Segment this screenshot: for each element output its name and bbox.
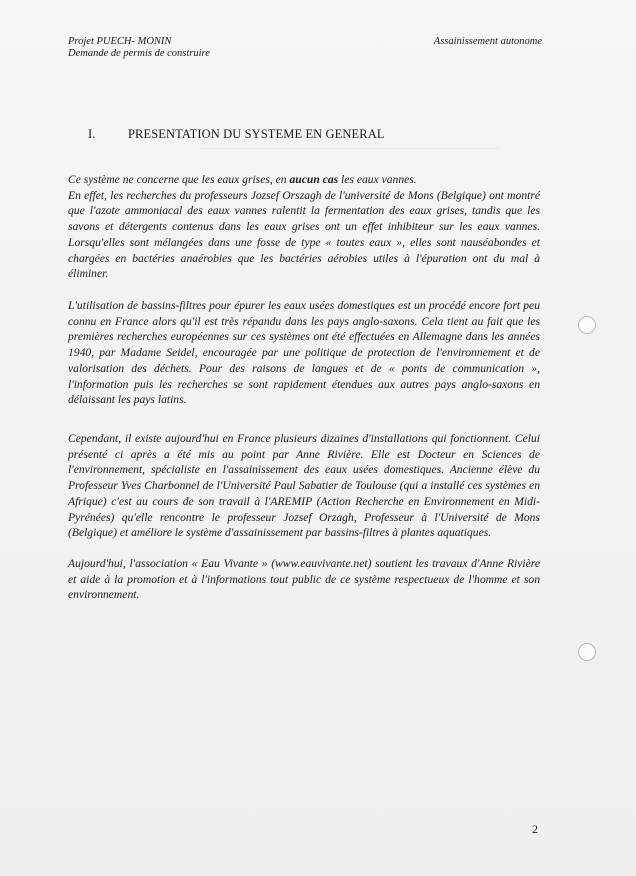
show-through-shadow: [200, 148, 500, 161]
p1-intro-end: les eaux vannes.: [338, 173, 417, 186]
paragraph-eaux-grises: [68, 172, 540, 282]
punch-hole-icon: [578, 643, 596, 661]
header-project-subtitle: Demande de permis de construire: [68, 48, 210, 59]
p1-intro: Ce système ne concerne que les eaux grises, en: [68, 173, 290, 186]
section-heading: [88, 127, 385, 142]
p1-body: En effet, les recherches du professeurs Jozsef Orszagh de l'université de Mons (Belgique) ont montré que l'azote ammoniacal des eaux vannes ralentit la fermentation des eaux grises, tandis que les savons et détergents contenus dans les eaux grises ont un effet inhibiteur sur les eaux vannes. Lorsqu'elles sont mélangées dans une fosse de type « toutes eaux », elles sont nauséabondes et chargées en bactéries anaérobies que les bactéries aérobies utiles à l'épuration ont du mal à éliminer.: [68, 188, 540, 281]
header-topic: Assainissement autonome: [433, 36, 542, 47]
section-number: I.: [88, 127, 96, 141]
header-project: [68, 36, 210, 60]
header-project-name: Projet PUECH- MONIN: [68, 36, 172, 47]
paragraph-bassins-filtres: L'utilisation de bassins-filtres pour épurer les eaux usées domestiques est un procédé encore fort peu connu en France alors qu'il est très répandu dans les pays anglo-saxons. Cela tient au fait que les premières recherches européennes sur ces systèmes ont été effectuées en Allemagne dans les années 1940, par Madame Seidel, encouragée par une politique de protection de l'environnement et de valorisation des déchets. Pour des raisons de langues et de « ponts de communication », l'information puis les recherches se sont rapidement étendues aux autres pays anglo-saxons en délaissant les pays latins.: [68, 299, 540, 407]
paragraph-installations: Cependant, il existe aujourd'hui en France plusieurs dizaines d'installations qui fonctionnent. Celui présenté ci après a été mis au point par Anne Rivière. Elle est Docteur en Sciences de l'environnement, spécialiste en l'assainissement des eaux usées domestiques. Ancienne élève du Professeur Yves Charbonnel de l'Université Paul Sabatier de Toulouse (qui a installé ces systèmes en Afrique) c'est au cours de son travail à l'AREMIP (Action Recherche en Environnement en Midi-Pyrénées) qu'elle rencontre le professeur Jozsef Orzagh, Professeur à l'Université de Mons (Belgique) et améliore le système d'assainissement par bassins-filtres à plantes aquatiques.: [68, 432, 540, 540]
p1-emphasis: aucun cas: [289, 173, 339, 186]
punch-hole-icon: [578, 316, 596, 334]
page-number: 2: [532, 822, 538, 836]
section-title: PRESENTATION DU SYSTEME EN GENERAL: [128, 127, 385, 141]
paragraph-eau-vivante: Aujourd'hui, l'association « Eau Vivante » (www.eauvivante.net) soutient les travaux d'Anne Rivière et aide à la promotion et à l'informations tout public de ce système respectueux de l'homme et son environnement.: [68, 557, 540, 602]
